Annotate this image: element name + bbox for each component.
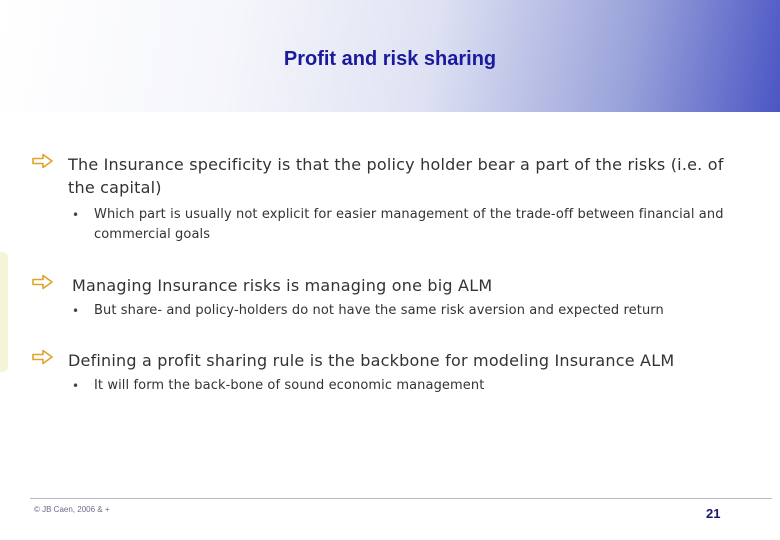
hollow-right-arrow-icon — [32, 153, 54, 169]
sub-bullet-3-text: It will form the back-bone of sound economic management — [94, 378, 485, 393]
sub-bullet-dot: • — [72, 379, 80, 393]
bullet-3 — [32, 349, 752, 372]
bullet-2 — [32, 274, 752, 297]
side-accent-tab — [0, 252, 8, 372]
sub-bullet-2 — [72, 301, 742, 321]
sub-bullet-1-text: Which part is usually not explicit for easier management of the trade-off between financial and commercial goals — [94, 207, 724, 242]
copyright-text: © JB Caen, 2006 & + — [34, 505, 110, 514]
sub-bullet-1 — [72, 205, 742, 245]
sub-bullet-3 — [72, 376, 742, 396]
sub-bullet-dot: • — [72, 304, 80, 318]
sub-bullet-dot: • — [72, 208, 80, 222]
hollow-right-arrow-icon — [32, 274, 54, 290]
bullet-1 — [32, 153, 752, 199]
hollow-right-arrow-icon — [32, 349, 54, 365]
bullet-2-text: Managing Insurance risks is managing one big ALM — [72, 276, 493, 295]
bullet-3-text: Defining a profit sharing rule is the backbone for modeling Insurance ALM — [68, 351, 675, 370]
footer-divider — [30, 498, 772, 499]
slide-title: Profit and risk sharing — [283, 48, 497, 70]
page-number: 21 — [706, 506, 721, 521]
sub-bullet-2-text: But share- and policy-holders do not have the same risk aversion and expected return — [94, 303, 664, 318]
bullet-1-text: The Insurance specificity is that the policy holder bear a part of the risks (i.e. of the capital) — [68, 155, 724, 197]
